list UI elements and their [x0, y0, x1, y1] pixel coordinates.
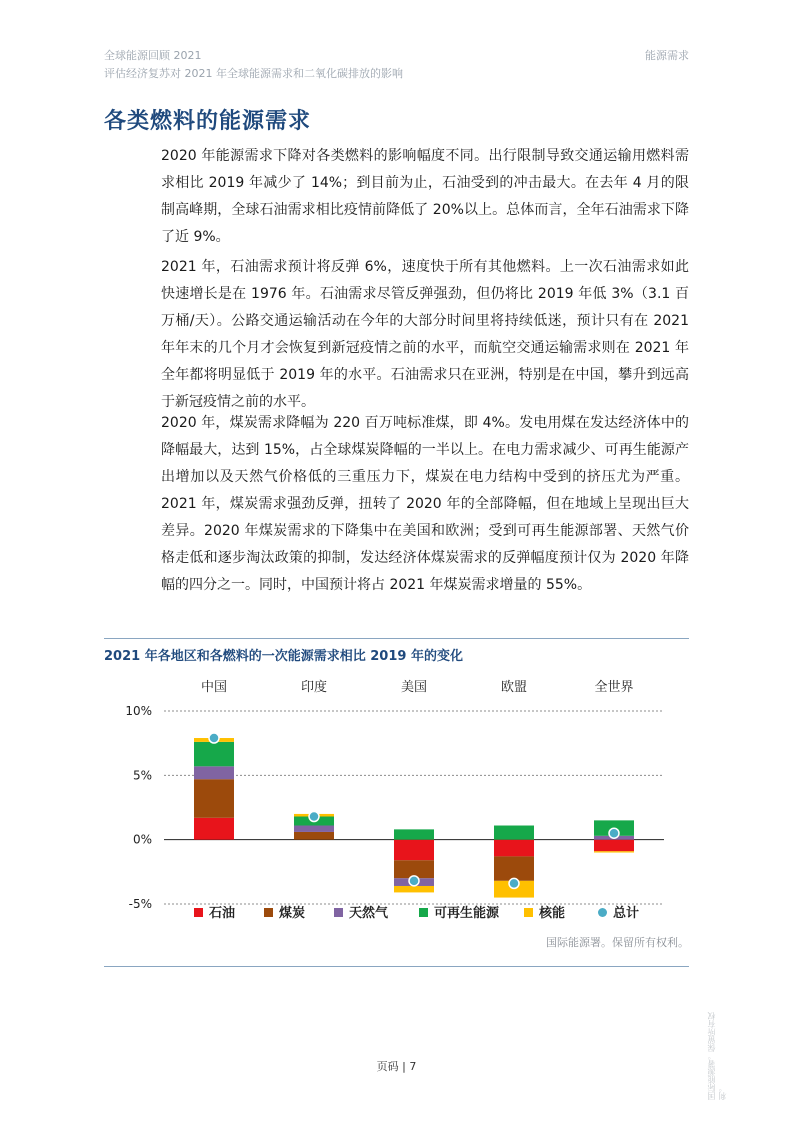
bar-segment	[194, 742, 234, 766]
total-marker	[409, 876, 419, 886]
side-copyright-note: 国际能源署。保留所有权利。	[707, 1012, 727, 1100]
paragraph-2: 2021 年，石油需求预计将反弹 6%，速度快于所有其他燃料。上一次石油需求如此快速增长是在 1976 年。石油需求尽管反弹强劲，但仍将比 2019 年低 3%（3.1 百万桶/天）。公路交通运输活动在今年的大部分时间里将持续低迷，预计只有在 2021 年年末的几个月才会恢复到新冠疫情之前的水平，而航空交通运输需求则在 2021 年全年都将明显低于 2019 年的水平。石油需求只在亚洲，特别是在中国，攀升到远高于新冠疫情之前的水平。	[161, 259, 689, 410]
total-marker	[609, 828, 619, 838]
y-tick-label: 5%	[132, 768, 152, 783]
bar-segment	[594, 851, 634, 852]
report-name: 全球能源回顾 2021	[104, 49, 202, 62]
category-label: 印度	[300, 680, 328, 695]
legend-label: 天然气	[349, 906, 389, 921]
legend-swatch	[524, 908, 533, 917]
running-header	[104, 47, 403, 83]
bar-segment	[394, 840, 434, 861]
page-number: 页码 | 7	[376, 1060, 417, 1073]
legend-swatch	[419, 908, 428, 917]
legend-label: 煤炭	[279, 906, 306, 921]
chart-bottom-rule	[104, 966, 689, 967]
y-tick-label: -5%	[128, 897, 152, 911]
bar-segment	[494, 840, 534, 857]
bar-segment	[294, 826, 334, 832]
total-marker	[309, 812, 319, 822]
legend-label: 可再生能源	[434, 906, 500, 921]
category-label: 欧盟	[500, 680, 528, 695]
total-marker	[509, 878, 519, 888]
bar-segment	[294, 832, 334, 840]
y-tick-label: 10%	[125, 704, 152, 718]
paragraph-3: 2020 年，煤炭需求降幅为 220 百万吨标准煤，即 4%。发电用煤在发达经济体中的降幅最大，达到 15%，占全球煤炭降幅的一半以上。在电力需求减少、可再生能源产出增加以及天然气价格低的三重压力下，煤炭在电力结构中受到的挤压尤为严重。2021 年，煤炭需求强劲反弹，扭转了 2020 年的全部降幅，但在地域上呈现出巨大差异。2020 年煤炭需求的下降集中在美国和欧洲；受到可再生能源部署、天然气价格走低和逐步淘汰政策的抑制，发达经济体煤炭需求的反弹幅度预计仅为 2020 年降幅的四分之一。同时，中国预计将占 2021 年煤炭需求增量的 55%。	[161, 415, 689, 593]
category-label: 中国	[200, 680, 228, 695]
category-label: 全世界	[594, 680, 634, 695]
bar-segment	[194, 766, 234, 779]
bar-segment	[194, 818, 234, 840]
paragraph-1: 2020 年能源需求下降对各类燃料的影响幅度不同。出行限制导致交通运输用燃料需求相比 2019 年减少了 14%；到目前为止，石油受到的冲击最大。在去年 4 月的限制高峰期，全球石油需求相比疫情前降低了 20%以上。总体而言，全年石油需求下降了近 9%。	[161, 148, 689, 245]
legend-label: 核能	[539, 906, 566, 921]
energy-demand-chart	[104, 668, 689, 930]
bar-segment	[194, 779, 234, 818]
total-marker	[209, 733, 219, 743]
report-subtitle: 评估经济复苏对 2021 年全球能源需求和二氧化碳排放的影响	[104, 67, 403, 80]
section-name: 能源需求	[645, 49, 689, 62]
y-tick-label: 0%	[132, 832, 152, 847]
bar-segment	[394, 886, 434, 892]
legend-swatch	[334, 908, 343, 917]
bar-segment	[394, 829, 434, 839]
legend-label: 总计	[613, 906, 640, 921]
bar-segment	[494, 856, 534, 880]
bar-segment	[594, 840, 634, 852]
chart-source: 国际能源署。保留所有权利。	[546, 936, 689, 949]
legend-swatch	[194, 908, 203, 917]
legend-label: 石油	[209, 906, 236, 921]
legend-swatch	[264, 908, 273, 917]
bar-segment	[494, 826, 534, 840]
chart-top-rule	[104, 638, 689, 639]
category-label: 美国	[400, 680, 428, 695]
legend-swatch	[598, 908, 607, 917]
page-title: 各类燃料的能源需求	[104, 109, 312, 134]
chart-title: 2021 年各地区和各燃料的一次能源需求相比 2019 年的变化	[104, 649, 463, 664]
